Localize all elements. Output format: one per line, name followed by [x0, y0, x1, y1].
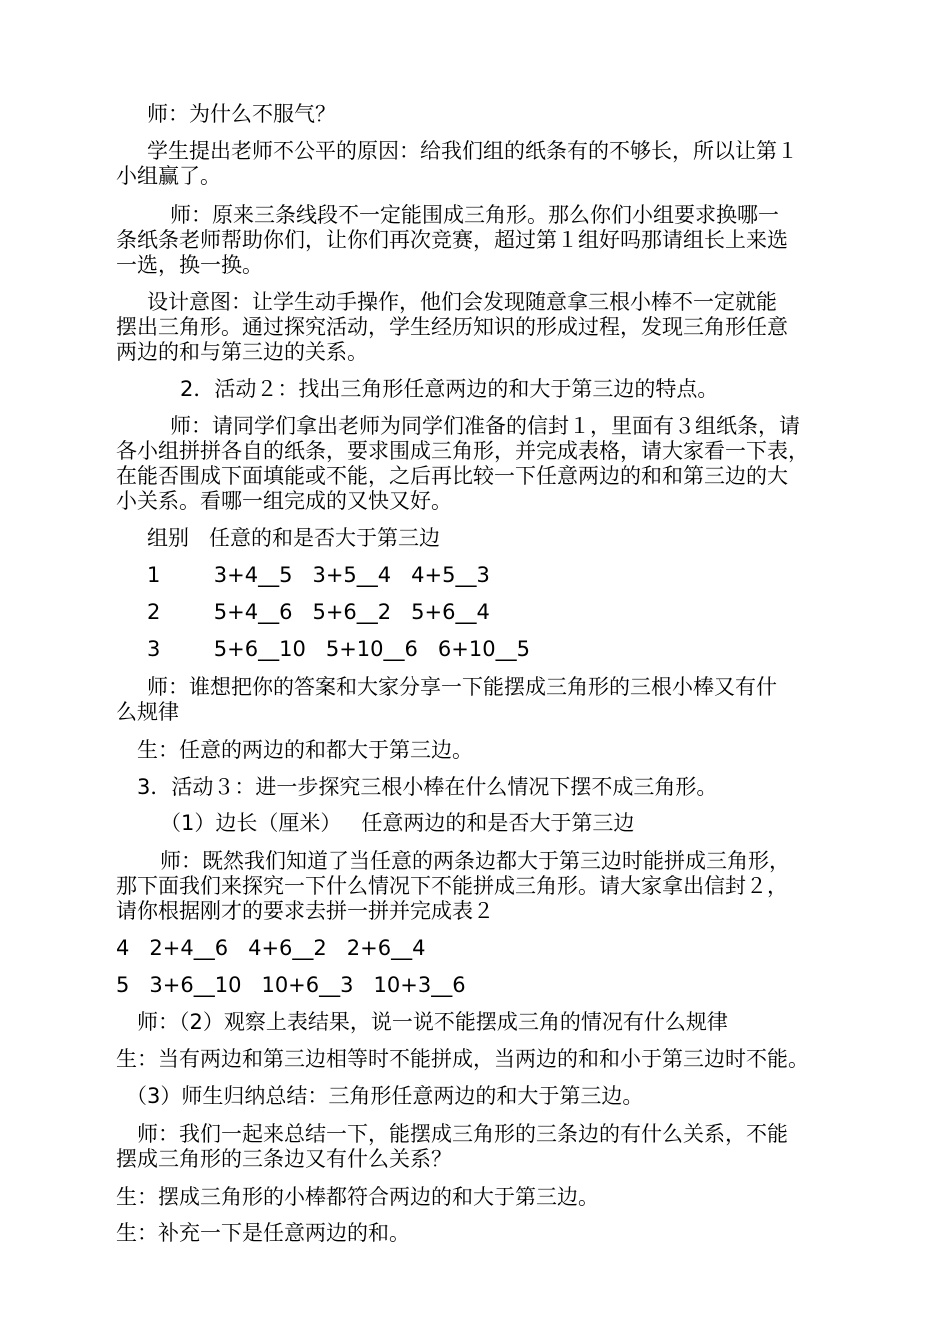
text-line: 在能否围成下面填能或不能，之后再比较一下任意两边的和和第三边的大: [116, 464, 788, 488]
student-reason-paragraph: [116, 139, 846, 189]
teacher-summary-paragraph: [116, 1122, 846, 1172]
activity-3-heading: 3．活动３：进一步探究三根小棒在什么情况下摆不成三角形。: [137, 775, 718, 799]
student-supplement-line: 生：补充一下是任意两边的和。: [116, 1221, 410, 1245]
teacher-envelope2-paragraph: [116, 849, 846, 924]
text-line: 学生提出老师不公平的原因：给我们组的纸条有的不够长，所以让第１: [147, 139, 798, 163]
teacher-observe-line: 师：（2）观察上表结果，说一说不能摆成三角的情况有什么规律: [137, 1010, 728, 1034]
table1-row: 3 5+6__10 5+10__6 6+10__5: [147, 637, 530, 661]
teacher-instruction-paragraph: [116, 414, 846, 514]
table2-row: 5 3+6__10 10+6__3 10+3__6: [116, 973, 466, 997]
text-line: 请你根据刚才的要求去拼一拼并完成表２: [116, 899, 494, 923]
design-intent-paragraph: [116, 290, 846, 365]
text-line: 摆出三角形。通过探究活动，学生经历知识的形成过程，发现三角形任意: [116, 315, 788, 339]
text-line: 设计意图：让学生动手操作，他们会发现随意拿三根小棒不一定就能: [147, 290, 777, 314]
text-line: 师：原来三条线段不一定能围成三角形。那么你们小组要求换哪一: [170, 203, 779, 227]
table2-caption: （1）边长（厘米） 任意两边的和是否大于第三边: [160, 811, 635, 835]
text-line: 师：既然我们知道了当任意的两条边都大于第三边时能拼成三角形，: [160, 849, 790, 873]
table1-row: 2 5+4__6 5+6__2 5+6__4: [147, 600, 490, 624]
table2-row: 4 2+4__6 4+6__2 2+6__4: [116, 936, 426, 960]
student-answer-line: 生：任意的两边的和都大于第三边。: [137, 738, 473, 762]
text-line: 那下面我们来探究一下什么情况下不能拼成三角形。请大家拿出信封２，: [116, 874, 788, 898]
student-rule-line: 生：当有两边和第三边相等时不能拼成，当两边的和和小于第三边时不能。: [116, 1047, 809, 1071]
teacher-explain-paragraph: [116, 203, 846, 278]
table1-header: 组别 任意的和是否大于第三边: [147, 526, 441, 550]
text-line: 么规律: [116, 700, 179, 724]
text-line: 一选，换一换。: [116, 253, 263, 277]
text-line: 师：请同学们拿出老师为同学们准备的信封１，里面有３组纸条，请: [170, 414, 800, 438]
text-line: 师：谁想把你的答案和大家分享一下能摆成三角形的三根小棒又有什: [147, 675, 777, 699]
text-line: 两边的和与第三边的关系。: [116, 340, 368, 364]
text-line: 小组赢了。: [116, 164, 221, 188]
teacher-question-line: 师：为什么不服气？: [147, 102, 336, 126]
text-line: 条纸条老师帮助你们，让你们再次竞赛，超过第１组好吗那请组长上来选: [116, 228, 788, 252]
text-line: 各小组拼拼各自的纸条，要求围成三角形，并完成表格，请大家看一下表，: [116, 439, 809, 463]
activity-2-heading: 2．活动２：找出三角形任意两边的和大于第三边的特点。: [180, 377, 719, 401]
summary-line: （3）师生归纳总结：三角形任意两边的和大于第三边。: [126, 1084, 644, 1108]
text-line: 小关系。看哪一组完成的又快又好。: [116, 489, 452, 513]
table1-row: 1 3+4__5 3+5__4 4+5__3: [147, 563, 490, 587]
student-answer-line: 生：摆成三角形的小棒都符合两边的和大于第三边。: [116, 1185, 599, 1209]
text-line: 摆成三角形的三条边又有什么关系？: [116, 1147, 452, 1171]
teacher-share-paragraph: [116, 675, 846, 725]
text-line: 师：我们一起来总结一下，能摆成三角形的三条边的有什么关系，不能: [137, 1122, 788, 1146]
